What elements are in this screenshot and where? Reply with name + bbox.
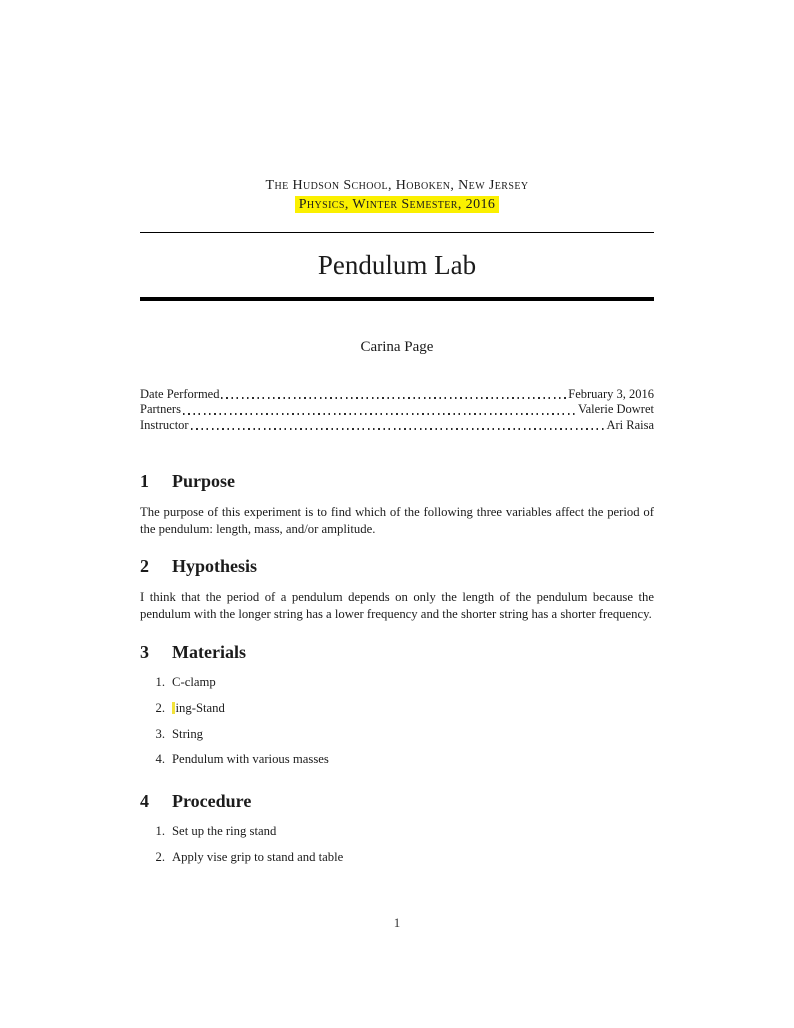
list-item-text: Pendulum with various masses <box>172 752 329 767</box>
list-item-text: Set up the ring stand <box>172 823 277 838</box>
dotted-leader <box>191 428 605 430</box>
section-title: Procedure <box>172 790 252 811</box>
course-header-highlight: Physics, Winter Semester, 2016 <box>295 196 500 213</box>
course-header-row <box>140 195 654 213</box>
section-number: 4 <box>140 790 149 811</box>
list-item <box>140 850 654 866</box>
purpose-paragraph: The purpose of this experiment is to find which of the following three variables affect the period of the pendulum: length, mass, and/or amplitude. <box>140 505 654 536</box>
list-item-number: 3. <box>155 726 165 741</box>
dotted-leader <box>183 413 576 415</box>
section-heading-procedure <box>140 791 654 811</box>
section-title: Purpose <box>172 471 235 491</box>
header-divider-rule <box>140 232 654 233</box>
section-title: Hypothesis <box>172 556 258 577</box>
dotted-leader <box>221 397 566 399</box>
materials-list <box>140 675 654 768</box>
procedure-list <box>140 824 654 865</box>
section-title: Materials <box>172 642 246 663</box>
list-item-text: C-clamp <box>172 675 216 690</box>
section-number: 2 <box>140 556 149 577</box>
document-title: Pendulum Lab <box>317 250 477 280</box>
author-name: Carina Page <box>360 338 434 355</box>
list-item <box>140 701 654 717</box>
list-item <box>140 824 654 840</box>
info-value: February 3, 2016 <box>568 386 654 401</box>
section-number: 1 <box>140 471 149 491</box>
section-number: 3 <box>140 642 149 663</box>
section-heading-materials <box>140 642 654 662</box>
list-item-text-wrap <box>172 701 225 717</box>
info-value: Ari Raisa <box>606 417 654 432</box>
list-item-number: 4. <box>155 752 165 767</box>
info-label: Instructor <box>140 417 189 432</box>
info-label: Date Performed <box>140 386 220 401</box>
info-value: Valerie Dowret <box>577 402 654 416</box>
section-heading-purpose <box>140 471 654 491</box>
school-header-line: The Hudson School, Hoboken, New Jersey <box>265 178 529 193</box>
list-item <box>140 675 654 691</box>
info-label: Partners <box>140 402 181 416</box>
page-number: 1 <box>393 915 401 930</box>
list-item-number: 1. <box>155 823 165 838</box>
info-row-date-performed <box>140 387 654 403</box>
page-content <box>140 0 654 865</box>
list-item-number: 2. <box>155 849 165 864</box>
list-item <box>140 727 654 743</box>
list-item-number: 1. <box>155 675 165 690</box>
list-item <box>140 752 654 768</box>
hypothesis-paragraph: I think that the period of a pendulum depends on only the length of the pendulum because the pendulum with the longer string has a lower frequency and the shorter string has a shorter frequency. <box>140 590 654 621</box>
info-block <box>140 387 654 434</box>
list-item-text: Apply vise grip to stand and table <box>172 849 344 864</box>
list-item-text: String <box>172 726 204 741</box>
list-item-number: 2. <box>155 701 165 716</box>
title-divider-rule <box>140 297 654 301</box>
section-heading-hypothesis <box>140 556 654 576</box>
info-row-partners <box>140 402 654 418</box>
info-row-instructor <box>140 418 654 434</box>
list-item-text: ing-Stand <box>175 701 225 716</box>
